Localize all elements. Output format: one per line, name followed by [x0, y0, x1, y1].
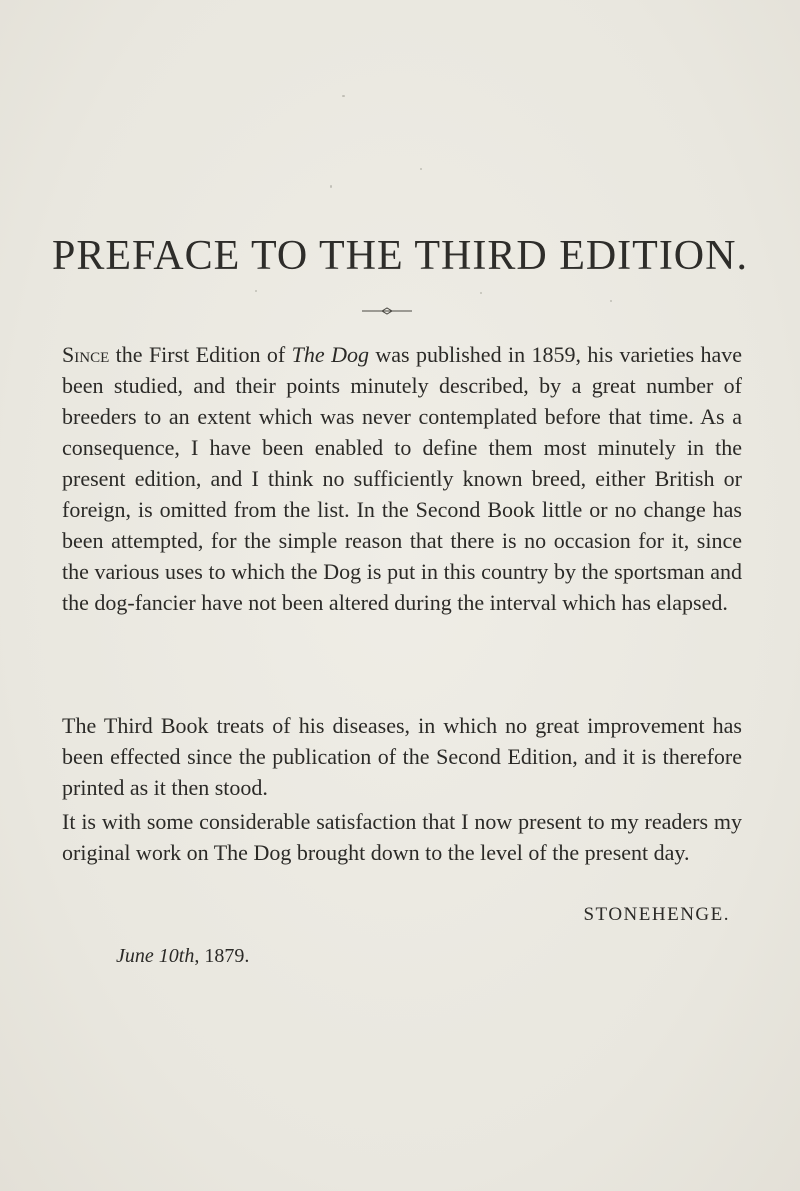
paper-speck	[255, 290, 257, 292]
paper-speck	[420, 168, 422, 170]
preface-date	[116, 945, 249, 968]
paragraph-first	[62, 339, 742, 618]
paragraph-text: was published in 1859, his varieties have been studied, and their points minutely described, by a great number of breeders to an extent which was never contemplated before that time. As a consequence, I have been enabled to define them most minutely in the present edition, and I think no sufficiently known breed, either British or foreign, is omitted from the list. In the Second Book little or no change has been attempted, for the simple reason that there is no occasion for it, since the various uses to which the Dog is put in this country by the sportsman and the dog-fancier have not been altered during the interval which has elapsed.	[62, 342, 742, 615]
paragraph-lead-word: Since	[62, 342, 110, 367]
paper-speck	[480, 292, 482, 294]
paragraph-third: It is with some considerable satisfaction that I now present to my readers my original work on The Dog brought down to the level of the present day.	[62, 809, 742, 865]
date-day: 10th	[158, 945, 195, 967]
paper-speck	[330, 185, 332, 188]
book-title-italic: The Dog	[291, 342, 369, 367]
paragraph-second: The Third Book treats of his diseases, in which no great improvement has been effected since the publication of the Second Edition, and it is therefore printed as it then stood.	[62, 713, 742, 800]
paragraph-text: the First Edition of	[109, 342, 292, 367]
date-year: , 1879.	[194, 945, 250, 967]
paper-speck	[610, 300, 612, 302]
paper-speck	[342, 95, 345, 97]
page-title: PREFACE TO THE THIRD EDITION.	[52, 233, 748, 279]
ornament-divider-icon	[362, 305, 412, 317]
author-signature: STONEHENGE.	[583, 904, 730, 925]
date-month: June	[116, 945, 154, 967]
